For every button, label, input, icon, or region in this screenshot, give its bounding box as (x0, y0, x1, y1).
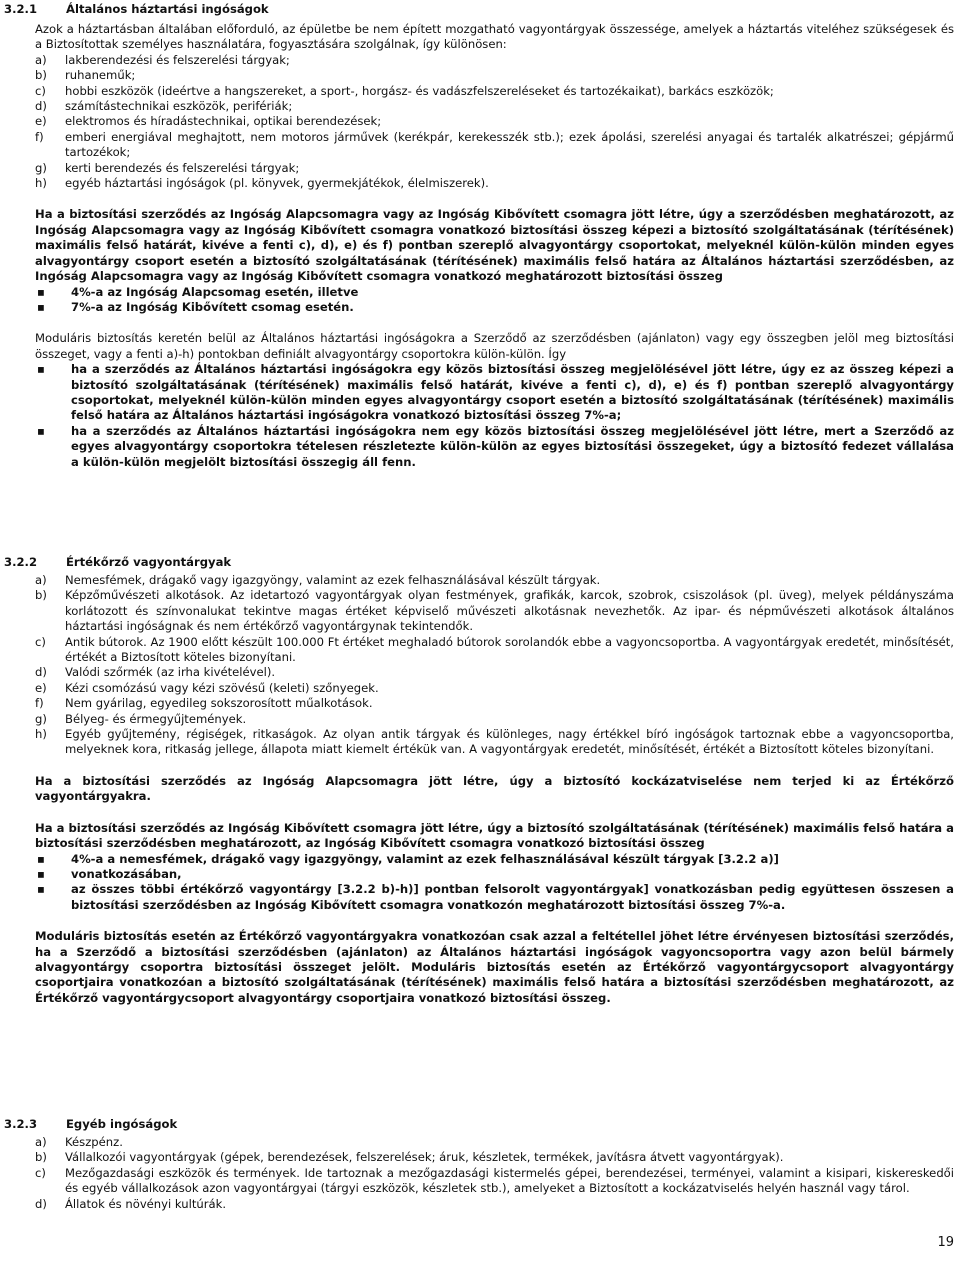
list-text: Nem gyárilag, egyedileg sokszorosított műalkotások. (65, 696, 373, 711)
intro-paragraph: Azok a háztartásban általában előforduló, az épületbe be nem épített mozgatható vagyontárgyak összessége, amelyek a háztartás viteléhez szükségesek és a Biztosítottak személyes használatára, fogyasztására szolgálnak, így különösen: (35, 22, 954, 52)
item-list (35, 573, 954, 758)
list-item (35, 161, 954, 176)
list-text: Nemesfémek, drágakő vagy igazgyöngy, valamint az ezek felhasználásával készült tárgyak. (65, 573, 601, 587)
list-item (35, 573, 954, 588)
bullet-item (35, 852, 954, 867)
list-marker: a) (35, 573, 47, 587)
list-text: lakberendezési és felszerelési tárgyak; (65, 52, 290, 67)
paragraph: Ha a biztosítási szerződés az Ingóság Kibővített csomagra jött létre, úgy a biztosító szolgáltatásának (térítésének) maximális felső határa a biztosítási szerződésben meghatározott, az Ingóság Kibővített csomagra vonatkozó biztosítási összeg (35, 820, 954, 851)
bullet-item (35, 424, 954, 470)
list-marker: f) (35, 696, 44, 711)
bullet-list (35, 362, 954, 470)
bullet-marker: ▪ (37, 362, 45, 377)
list-marker: c) (35, 1165, 46, 1180)
list-item (35, 1197, 954, 1212)
bullet-text: 4%-a az Ingóság Alapcsomag esetén, illetve (71, 284, 359, 299)
list-text: ruhaneműk; (65, 68, 136, 83)
bullet-marker: ▪ (37, 299, 45, 314)
bullet-marker: ▪ (37, 423, 45, 438)
paragraph: Moduláris biztosítás esetén az Értékőrző vagyontárgyakra vonatkozóan csak azzal a feltétellel jöhet létre érvényesen biztosítási szerződés, ha a Szerződő a biztosítási szerződésben (ajánlaton) az Általános háztartási ingóságok vagyoncsoportra vagy azon belül bármely alvagyontárgy csoportra biztosítási összeget jelölt. Moduláris biztosítás esetén az Értékőrző vagyontárgycsoport alvagyontárgy csoportjaira vonatkozóan a biztosító szolgáltatásának (térítésének) maximális felső határa a biztosítási szerződésben meghatározott, az Értékőrző vagyontárgycsoport alvagyontárgy csoportjaira vonatkozó biztosítási összeg. (35, 929, 954, 1005)
bullet-marker: ▪ (37, 851, 45, 866)
section-number: 3.2.2 (4, 555, 38, 569)
section-3-2-2 (35, 573, 954, 1006)
bullet-text: ha a szerződés az Általános háztartási ingóságokra egy közös biztosítási összeg megjelölésével jött létre, úgy ez az összeg képezi a biztosító szolgáltatásának (térítésének) maximális felső határát, kivéve a fenti c), d), e) és f) pontban szereplő alvagyontárgy csoportokat, melyeknél külön-külön minden egyes alvagyontárgy csoport esetén a biztosító szolgáltatásának (térítésének) maximális felső határa az Általános háztartási ingóságokra vonatkozó biztosítási összeg 7%-a; (71, 362, 954, 423)
page-number: 19 (937, 1234, 954, 1250)
list-text: számítástechnikai eszközök, perifériák; (65, 99, 293, 114)
bullet-item (35, 867, 954, 882)
list-item (35, 84, 954, 99)
section-number: 3.2.3 (4, 1117, 38, 1131)
list-item (35, 681, 954, 696)
list-item (35, 712, 954, 727)
list-text: Vállalkozói vagyontárgyak (gépek, berendezések, felszerelések; áruk, készletek, termékek, javításra átvett vagyontárgyak). (65, 1150, 784, 1165)
list-marker: d) (35, 99, 47, 114)
section-title: Értékőrző vagyontárgyak (66, 555, 232, 569)
list-text: emberi energiával meghajtott, nem motoros járművek (kerékpár, kerekesszék stb.); ezek ápolási, szerelési anyagai és tartalék alkatrészei; gépjármű tartozékok; (65, 129, 954, 160)
list-marker: g) (35, 711, 47, 726)
bullet-item (35, 285, 954, 300)
list-item (35, 68, 954, 83)
list-text: Mezőgazdasági eszközök és termények. Ide tartoznak a mezőgazdasági kistermelés gépei, berendezései, terményei, valamint a kisipari, kiskereskedői és egyéb vállalkozások azon vagyontárgyai (tárgyi eszközök, készletek stb.), amelyeket a Biztosított a kockázatviselés helyén használ vagy tárol. (65, 1165, 954, 1196)
list-item (35, 727, 954, 758)
bullet-text: 4%-a a nemesfémek, drágakő vagy igazgyöngy, valamint az ezek felhasználásával készült tárgyak [3.2.2 a)] (71, 851, 779, 866)
bullet-list (35, 852, 954, 914)
list-marker: g) (35, 160, 47, 175)
list-text: Készpénz. (65, 1135, 123, 1149)
bullet-list (35, 285, 954, 316)
list-item (35, 696, 954, 711)
bullet-marker: ▪ (37, 882, 45, 897)
item-list (35, 53, 954, 192)
list-text: elektromos és híradástechnikai, optikai berendezések; (65, 114, 382, 129)
list-item (35, 130, 954, 161)
list-marker: d) (35, 1196, 47, 1211)
list-text: hobbi eszközök (ideértve a hangszereket, a sport-, horgász- és vadászfelszereléseket és tartozékaikat), barkács eszközök; (65, 83, 774, 98)
paragraph: Moduláris biztosítás keretén belül az Általános háztartási ingóságokra a Szerződő az szerződésben (ajánlaton) vagy egy összegben jelöl meg biztosítási összeget, vagy a fenti a)-h) pontokban definiált alvagyontárgy csoportokra külön-külön. Így (35, 331, 954, 361)
paragraph: Ha a biztosítási szerződés az Ingóság Alapcsomagra vagy az Ingóság Kibővített csomagra jött létre, úgy a szerződésben meghatározott, az Ingóság Alapcsomagra vagy az Ingóság Kibővített csomagra vonatkozó biztosítási összeg képezi a biztosító szolgáltatásának (térítésének) maximális felső határát, kivéve a fenti c), d), e) és f) pontban szereplő alvagyontárgy csoportokat, melyeknél külön-külön minden egyes alvagyontárgy csoport esetén a biztosító szolgáltatásának (térítésének) maximális felső határa az Általános háztartási szerződésben, az Ingóság Alapcsomagra vagy az Ingóság Kibővített csomagra vonatkozó meghatározott biztosítási összeg (35, 207, 954, 284)
paragraph: Ha a biztosítási szerződés az Ingóság Alapcsomagra jött létre, úgy a biztosító kockázatviselése nem terjed ki az Értékőrző vagyontárgyakra. (35, 773, 954, 804)
list-item (35, 1166, 954, 1197)
list-item (35, 1135, 954, 1150)
bullet-text: vonatkozásában, (71, 866, 182, 881)
list-text: Képzőművészeti alkotások. Az idetartozó vagyontárgyak olyan festmények, grafikák, karcok, szobrok, csiszolások (pl. üveg), melyek példányszáma korlátozott és színvonalukat tekintve magas értéket képviselő művészeti alkotásnak nevezhetők. Az ipar- és népművészeti alkotások általános háztartási ingóságnak és nem értékőrző vagyontárgynak tekintendők. (65, 588, 954, 634)
list-text: egyéb háztartási ingóságok (pl. könyvek, gyermekjátékok, élelmiszerek). (65, 176, 489, 191)
list-item (35, 176, 954, 191)
list-text: kerti berendezés és felszerelési tárgyak; (65, 160, 300, 175)
list-marker: c) (35, 634, 46, 649)
list-marker: b) (35, 68, 47, 83)
list-marker: b) (35, 1150, 47, 1165)
list-marker: a) (35, 52, 47, 67)
bullet-text: 7%-a az Ingóság Kibővített csomag esetén. (71, 299, 354, 314)
bullet-item (35, 882, 954, 913)
section-3-2-3 (35, 1135, 954, 1212)
list-marker: h) (35, 727, 47, 742)
list-marker: h) (35, 176, 47, 191)
list-marker: b) (35, 588, 47, 603)
list-text: Kézi csomózású vagy kézi szövésű (keleti) szőnyegek. (65, 680, 379, 695)
list-marker: a) (35, 1135, 47, 1149)
bullet-marker: ▪ (37, 284, 45, 299)
section-title: Egyéb ingóságok (66, 1117, 178, 1131)
item-list (35, 1135, 954, 1212)
list-item (35, 635, 954, 666)
list-text: Állatok és növényi kultúrák. (65, 1196, 227, 1211)
section-number: 3.2.1 (4, 2, 38, 16)
bullet-text: ha a szerződés az Általános háztartási ingóságokra nem egy közös biztosítási összeg megjelölésével jött létre, mert a Szerződő az egyes alvagyontárgy csoportokra tételesen részletezte külön-külön az egyes biztosítási összegeket, úgy a biztosító fedezet vállalása a külön-külön megjelölt biztosítási összegig áll fenn. (71, 423, 954, 469)
list-text: Egyéb gyűjtemény, régiségek, ritkaságok. Az olyan antik tárgyak és különleges, nagy értékkel bíró ingóságok tartoznak ebbe a vagyoncsoportba, melyeknek kora, ritkaság jellege, állapota miatt kiemelt értékük van. A vagyontárgyak eredetét, minősítését, értékét a Biztosított köteles bizonyítani. (65, 727, 954, 757)
list-item (35, 114, 954, 129)
list-text: Bélyeg- és érmegyűjtemények. (65, 711, 247, 726)
list-item (35, 53, 954, 68)
list-marker: e) (35, 114, 47, 129)
bullet-text: az összes többi értékőrző vagyontárgy [3.2.2 b)-h)] pontban felsorolt vagyontárgyak] vonatkozásban pedig együttesen összesen a biztosítási szerződésben az Ingóság Kibővített csomagra vonatkozón meghatározott biztosítási összeg 7%-a. (71, 882, 954, 912)
bullet-item (35, 300, 954, 315)
list-marker: d) (35, 665, 47, 680)
list-marker: c) (35, 83, 46, 98)
bullet-item (35, 362, 954, 424)
list-item (35, 1150, 954, 1165)
list-text: Antik bútorok. Az 1900 előtt készült 100.000 Ft értéket meghaladó bútorok sorolandók ebbe a vagyoncsoportba. A vagyontárgyak eredetét, minősítését, értékét a Biztosított köteles bizonyítani. (65, 634, 954, 665)
section-title: Általános háztartási ingóságok (66, 2, 269, 16)
list-text: Valódi szőrmék (az irha kivételével). (65, 665, 276, 680)
section-3-2-1 (35, 22, 954, 470)
list-item (35, 99, 954, 114)
list-marker: f) (35, 129, 44, 144)
bullet-marker: ▪ (37, 866, 45, 881)
list-item (35, 588, 954, 634)
list-item (35, 665, 954, 680)
list-marker: e) (35, 680, 47, 695)
